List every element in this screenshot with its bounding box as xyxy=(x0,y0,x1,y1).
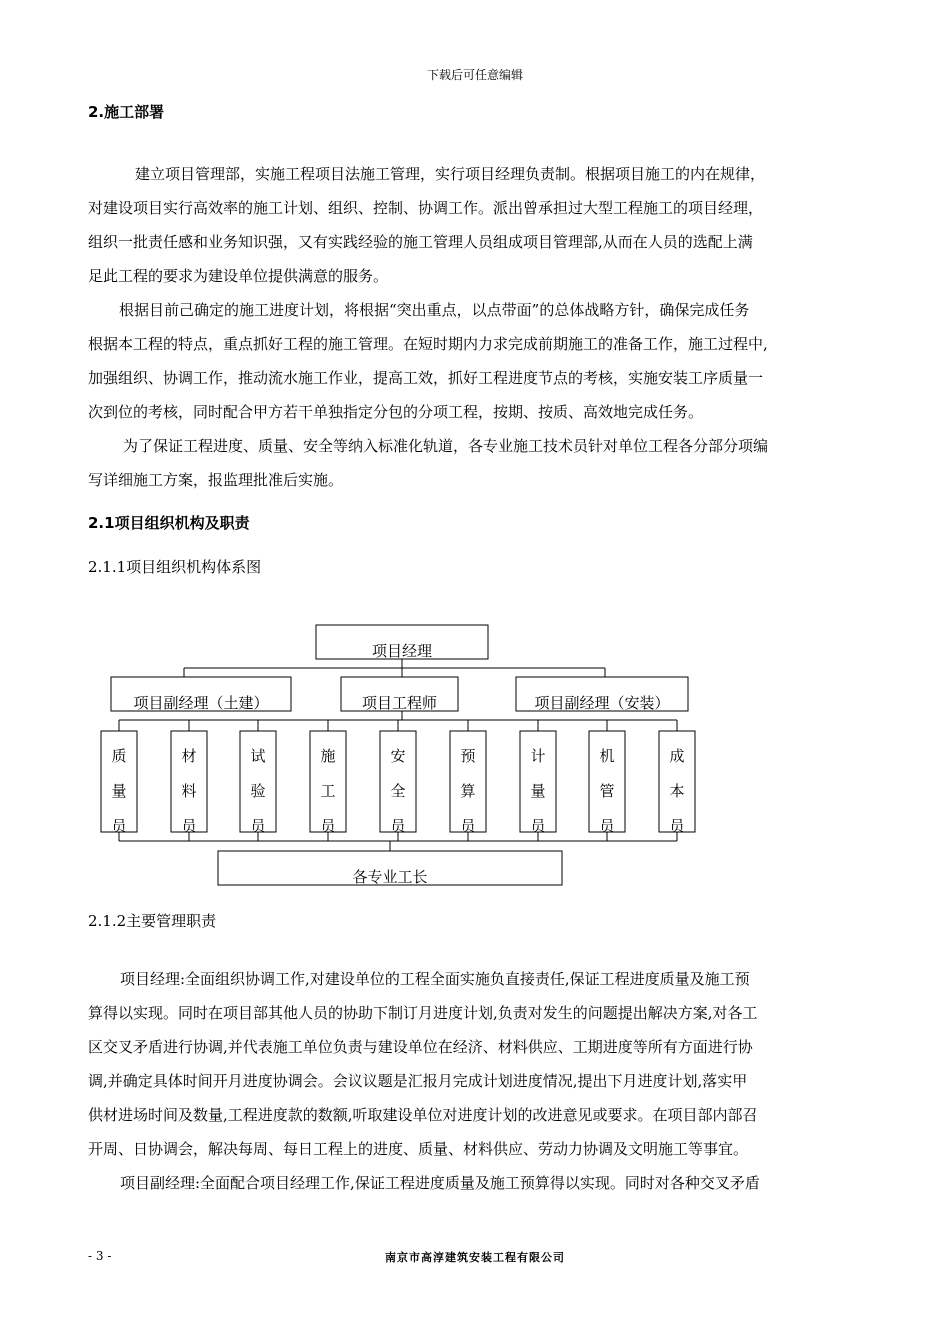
org-node-project-engineer: 项目工程师 xyxy=(361,694,437,712)
org-box-level2-left xyxy=(111,677,291,711)
org-node-char: 料 xyxy=(181,782,197,800)
org-node-char: 算 xyxy=(460,782,476,800)
text-line: 为了保证工程进度、质量、安全等纳入标准化轨道，各专业施工技术员针对单位工程各分部分项编 xyxy=(123,437,769,455)
text-line: 供材进场时间及数量,工程进度款的数额,听取建设单位对进度计划的改进意见或要求。在项目部内部召 xyxy=(88,1106,758,1124)
section-2-1-1-title: 2.1.1项目组织机构体系图 xyxy=(88,558,262,576)
text-line: 组织一批责任感和业务知识强，又有实践经验的施工管理人员组成项目管理部,从而在人员的选配上满 xyxy=(88,233,753,251)
org-node-char: 本 xyxy=(669,782,685,800)
text-line: 项目副经理:全面配合项目经理工作,保证工程进度质量及施工预算得以实现。同时对各种交叉矛盾 xyxy=(120,1174,760,1192)
org-node-metering-clerk xyxy=(520,739,556,844)
org-node-char: 成 xyxy=(669,747,685,765)
org-node-char: 质 xyxy=(111,747,127,765)
org-node-cost-clerk xyxy=(659,739,695,844)
org-node-material-clerk xyxy=(171,739,207,844)
text-line: 区交叉矛盾进行协调,并代表施工单位负责与建设单位在经济、材料供应、工期进度等所有方面进行协 xyxy=(88,1038,753,1056)
section-2-paragraph-2 xyxy=(88,293,858,429)
section-2-1-2-paragraph-1 xyxy=(88,962,858,1166)
org-node-test-technician xyxy=(240,739,276,844)
org-node-char: 计 xyxy=(530,747,546,765)
org-node-char: 量 xyxy=(530,782,546,800)
org-node-deputy-manager-install: 项目副经理（安装） xyxy=(534,694,670,712)
section-2-paragraph-1 xyxy=(88,157,858,293)
text-line: 开周、日协调会，解决每周、每日工程上的进度、质量、材料供应、劳动力协调及文明施工等事宜。 xyxy=(88,1140,749,1158)
org-node-char: 试 xyxy=(250,747,266,765)
text-line: 写详细施工方案，报监理批准后实施。 xyxy=(88,471,344,489)
org-node-char: 员 xyxy=(460,817,476,835)
section-2-1-2-title: 2.1.2主要管理职责 xyxy=(88,912,217,930)
org-node-char: 安 xyxy=(390,747,406,765)
text-line: 调,并确定具体时间开月进度协调会。会议议题是汇报月完成计划进度情况,提出下月进度计划,落实甲 xyxy=(88,1072,748,1090)
org-node-construction-clerk xyxy=(310,739,346,844)
org-node-foremen: 各专业工长 xyxy=(352,868,428,886)
org-box-level2-center xyxy=(341,677,458,711)
text-line: 对建设项目实行高效率的施工计划、组织、控制、协调工作。派出曾承担过大型工程施工的项目经理， xyxy=(88,199,764,217)
org-box-level2-right xyxy=(516,677,688,711)
org-node-char: 管 xyxy=(599,782,615,800)
org-node-char: 员 xyxy=(599,817,615,835)
text-line: 根据目前己确定的施工进度计划，将根据“突出重点，以点带面”的总体战略方针，确保完成任务 xyxy=(119,301,750,319)
org-node-char: 员 xyxy=(669,817,685,835)
org-box-top xyxy=(316,625,488,659)
org-node-char: 施 xyxy=(320,747,336,765)
org-node-budget-clerk xyxy=(450,739,486,844)
org-node-char: 员 xyxy=(181,817,197,835)
section-2-1-2-paragraph-2 xyxy=(88,1166,858,1200)
org-node-char: 员 xyxy=(530,817,546,835)
org-node-char: 材 xyxy=(181,747,197,765)
text-line: 足此工程的要求为建设单位提供满意的服务。 xyxy=(88,267,389,285)
org-node-project-manager: 项目经理 xyxy=(371,642,432,660)
text-line: 根据本工程的特点，重点抓好工程的施工管理。在短时期内力求完成前期施工的准备工作，施工过程中, xyxy=(88,335,768,353)
text-line: 加强组织、协调工作，推动流水施工作业，提高工效，抓好工程进度节点的考核，实施安装工序质量一 xyxy=(88,369,764,387)
section-2-paragraph-3 xyxy=(88,429,858,497)
page-header: 下载后可任意编辑 xyxy=(426,68,523,82)
org-node-quality-inspector xyxy=(101,739,137,844)
section-2-title: 2.施工部署 xyxy=(88,103,165,121)
org-node-machinery-clerk xyxy=(589,739,625,844)
text-line: 次到位的考核，同时配合甲方若干单独指定分包的分项工程，按期、按质、高效地完成任务。 xyxy=(88,403,704,421)
org-node-deputy-manager-civil: 项目副经理（土建） xyxy=(133,694,269,712)
org-node-char: 员 xyxy=(320,817,336,835)
org-node-char: 量 xyxy=(111,782,127,800)
page-number: - 3 - xyxy=(88,1249,112,1263)
org-node-char: 员 xyxy=(390,817,406,835)
org-node-char: 预 xyxy=(460,747,476,765)
org-node-char: 工 xyxy=(320,782,336,800)
text-line: 算得以实现。同时在项目部其他人员的协助下制订月进度计划,负责对发生的问题提出解决方案,对各工 xyxy=(88,1004,758,1022)
org-node-char: 全 xyxy=(390,782,406,800)
text-line: 项目经理:全面组织协调工作,对建设单位的工程全面实施负直接责任,保证工程进度质量及施工预 xyxy=(120,970,750,988)
company-name: 南京市高淳建筑安装工程有限公司 xyxy=(385,1251,565,1264)
org-node-char: 员 xyxy=(111,817,127,835)
text-line: 建立项目管理部，实施工程项目法施工管理，实行项目经理负责制。根据项目施工的内在规律， xyxy=(135,165,766,183)
org-node-char: 验 xyxy=(250,782,266,800)
org-node-char: 员 xyxy=(250,817,266,835)
section-2-1-title: 2.1项目组织机构及职责 xyxy=(88,514,250,532)
org-node-char: 机 xyxy=(599,747,615,765)
org-node-safety-officer xyxy=(380,739,416,844)
